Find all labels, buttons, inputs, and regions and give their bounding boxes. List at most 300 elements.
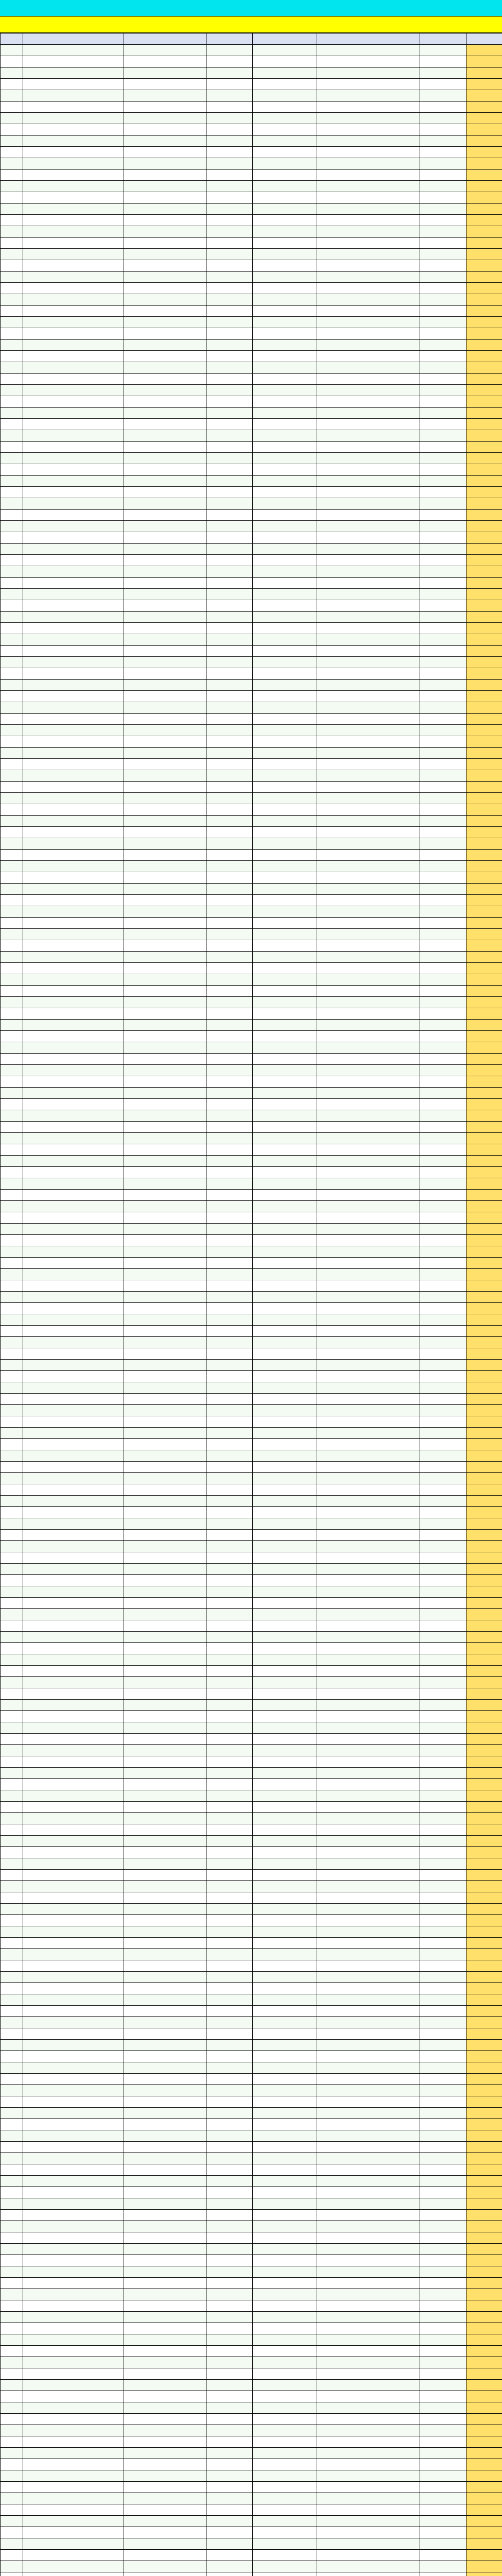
price-cell [466, 2176, 502, 2187]
table-cell [124, 147, 206, 158]
table-cell [124, 2538, 206, 2550]
notice-banner [0, 16, 502, 33]
table-cell [23, 147, 124, 158]
table-cell [420, 1020, 466, 1031]
table-cell [206, 1235, 253, 1246]
table-cell [1, 1382, 23, 1394]
table-cell [253, 1881, 317, 1892]
price-cell [466, 963, 502, 974]
table-cell [1, 476, 23, 487]
table-cell [253, 1450, 317, 1462]
table-row [1, 1008, 502, 1020]
price-cell [466, 1473, 502, 1484]
table-cell [206, 2470, 253, 2482]
table-cell [206, 816, 253, 827]
table-row [1, 1575, 502, 1586]
price-cell [466, 1734, 502, 1745]
table-cell [1, 113, 23, 124]
table-row [1, 2096, 502, 2108]
table-cell [420, 714, 466, 725]
table-cell [124, 1439, 206, 1450]
table-cell [124, 1008, 206, 1020]
table-cell [420, 952, 466, 963]
table-cell [253, 793, 317, 804]
table-row [1, 2323, 502, 2334]
table-cell [206, 1915, 253, 1926]
table-row [1, 850, 502, 861]
table-cell [420, 1405, 466, 1416]
table-cell [206, 2074, 253, 2085]
table-cell [206, 2266, 253, 2278]
table-cell [317, 1847, 420, 1858]
table-cell [253, 2210, 317, 2221]
table-cell [253, 67, 317, 79]
table-cell [253, 804, 317, 816]
price-cell [466, 1598, 502, 1609]
price-cell [466, 555, 502, 566]
price-cell [466, 1802, 502, 1813]
table-cell [253, 2323, 317, 2334]
table-cell [1, 680, 23, 691]
table-cell [420, 1122, 466, 1133]
table-cell [124, 1031, 206, 1042]
table-cell [420, 1541, 466, 1552]
table-cell [23, 101, 124, 113]
table-cell [124, 1201, 206, 1212]
table-cell [317, 1076, 420, 1088]
price-cell [466, 2074, 502, 2085]
table-cell [253, 2176, 317, 2187]
table-cell [1, 986, 23, 997]
table-row [1, 56, 502, 67]
table-row [1, 1802, 502, 1813]
table-cell [124, 2017, 206, 2028]
table-cell [124, 1076, 206, 1088]
table-cell [206, 2232, 253, 2244]
table-cell [1, 192, 23, 204]
table-cell [420, 725, 466, 736]
table-cell [124, 1394, 206, 1405]
table-cell [206, 1994, 253, 2006]
table-cell [124, 997, 206, 1008]
table-cell [124, 2187, 206, 2198]
table-cell [420, 1269, 466, 1280]
table-cell [317, 1348, 420, 1360]
table-cell [23, 1269, 124, 1280]
table-cell [1, 804, 23, 816]
table-row [1, 1235, 502, 1246]
table-cell [420, 1915, 466, 1926]
price-cell [466, 997, 502, 1008]
table-cell [317, 940, 420, 952]
table-cell [317, 2153, 420, 2164]
table-cell [1, 1756, 23, 1768]
table-cell [420, 2210, 466, 2221]
price-cell [466, 385, 502, 396]
table-row [1, 204, 502, 215]
table-cell [253, 600, 317, 612]
table-cell [124, 2028, 206, 2040]
table-cell [1, 2278, 23, 2289]
table-cell [317, 2550, 420, 2561]
table-row [1, 1881, 502, 1892]
table-cell [23, 1598, 124, 1609]
table-cell [317, 1632, 420, 1643]
table-row [1, 2368, 502, 2380]
table-cell [253, 1677, 317, 1688]
table-cell [420, 793, 466, 804]
table-cell [420, 215, 466, 226]
table-cell [1, 612, 23, 623]
table-cell [317, 1484, 420, 1496]
table-cell [206, 1269, 253, 1280]
table-cell [206, 1008, 253, 1020]
table-cell [420, 1790, 466, 1802]
table-cell [206, 521, 253, 532]
table-row [1, 1654, 502, 1666]
table-cell [317, 1983, 420, 1994]
table-cell [253, 135, 317, 147]
table-cell [317, 1654, 420, 1666]
table-cell [420, 1802, 466, 1813]
table-cell [1, 1586, 23, 1598]
table-cell [206, 657, 253, 668]
table-cell [317, 1620, 420, 1632]
table-cell [1, 1983, 23, 1994]
table-cell [317, 646, 420, 657]
table-cell [420, 1586, 466, 1598]
table-cell [253, 850, 317, 861]
table-cell [317, 2493, 420, 2504]
price-cell [466, 158, 502, 170]
table-row [1, 2130, 502, 2142]
table-cell [206, 1258, 253, 1269]
col-header [1, 33, 23, 45]
table-cell [253, 578, 317, 589]
table-row [1, 1711, 502, 1722]
table-cell [206, 2198, 253, 2210]
table-cell [124, 2198, 206, 2210]
price-cell [466, 2436, 502, 2448]
table-cell [253, 1632, 317, 1643]
table-cell [206, 838, 253, 850]
table-cell [206, 1156, 253, 1167]
table-cell [1, 2153, 23, 2164]
table-cell [317, 1779, 420, 1790]
price-cell [466, 1609, 502, 1620]
table-cell [124, 1688, 206, 1700]
table-cell [420, 2380, 466, 2391]
table-cell [1, 340, 23, 351]
table-cell [1, 1473, 23, 1484]
table-cell [317, 1008, 420, 1020]
table-cell [23, 1858, 124, 1870]
table-cell [420, 396, 466, 408]
table-cell [253, 1518, 317, 1530]
table-cell [23, 963, 124, 974]
table-cell [124, 1960, 206, 1972]
table-cell [253, 1836, 317, 1847]
table-cell [1, 2334, 23, 2346]
table-cell [420, 2572, 466, 2576]
table-cell [124, 827, 206, 838]
table-cell [124, 2062, 206, 2074]
table-cell [1, 884, 23, 895]
price-cell [466, 2096, 502, 2108]
table-cell [124, 1360, 206, 1371]
table-cell [420, 328, 466, 340]
table-cell [23, 827, 124, 838]
table-row [1, 1915, 502, 1926]
price-cell [466, 1960, 502, 1972]
table-row [1, 952, 502, 963]
table-cell [317, 657, 420, 668]
table-cell [420, 340, 466, 351]
table-cell [253, 147, 317, 158]
table-cell [1, 1790, 23, 1802]
table-cell [420, 861, 466, 872]
table-cell [23, 2402, 124, 2414]
table-cell [1, 1076, 23, 1088]
table-row [1, 2470, 502, 2482]
table-row [1, 2289, 502, 2300]
table-row [1, 1416, 502, 1428]
table-cell [124, 2504, 206, 2516]
table-cell [1, 90, 23, 101]
table-cell [124, 634, 206, 646]
table-cell [23, 1949, 124, 1960]
price-cell [466, 918, 502, 929]
price-cell [466, 804, 502, 816]
price-cell [466, 2142, 502, 2153]
table-cell [253, 646, 317, 657]
table-row [1, 600, 502, 612]
table-cell [124, 1337, 206, 1348]
table-cell [317, 521, 420, 532]
table-row [1, 1949, 502, 1960]
table-row [1, 215, 502, 226]
table-cell [124, 396, 206, 408]
table-cell [23, 1133, 124, 1144]
table-cell [317, 1258, 420, 1269]
table-row [1, 1496, 502, 1507]
table-cell [317, 1552, 420, 1564]
table-cell [317, 1972, 420, 1983]
table-row [1, 317, 502, 328]
table-cell [124, 464, 206, 476]
table-cell [1, 2448, 23, 2459]
table-cell [206, 702, 253, 714]
table-row [1, 986, 502, 997]
table-cell [124, 1235, 206, 1246]
price-cell [466, 2561, 502, 2572]
table-cell [206, 1314, 253, 1326]
table-cell [317, 1450, 420, 1462]
table-cell [124, 1722, 206, 1734]
table-cell [253, 1473, 317, 1484]
table-cell [253, 45, 317, 56]
price-cell [466, 2448, 502, 2459]
table-cell [1, 158, 23, 170]
table-cell [317, 782, 420, 793]
table-cell [420, 476, 466, 487]
table-row [1, 453, 502, 464]
table-cell [1, 510, 23, 521]
table-cell [206, 1110, 253, 1122]
table-row [1, 351, 502, 362]
table-cell [420, 2357, 466, 2368]
table-cell [206, 2368, 253, 2380]
table-cell [317, 1144, 420, 1156]
table-cell [206, 952, 253, 963]
table-cell [124, 306, 206, 317]
table-cell [253, 113, 317, 124]
table-cell [23, 1382, 124, 1394]
table-cell [1, 249, 23, 260]
table-cell [253, 1960, 317, 1972]
table-row [1, 1813, 502, 1824]
price-cell [466, 623, 502, 634]
price-cell [466, 2289, 502, 2300]
table-cell [253, 974, 317, 986]
table-cell [23, 283, 124, 294]
table-cell [124, 1643, 206, 1654]
table-cell [124, 1088, 206, 1099]
price-cell [466, 79, 502, 90]
table-cell [1, 2096, 23, 2108]
price-cell [466, 2198, 502, 2210]
table-cell [1, 1314, 23, 1326]
table-row [1, 1360, 502, 1371]
table-cell [124, 79, 206, 90]
table-cell [1, 544, 23, 555]
table-cell [206, 2436, 253, 2448]
table-cell [317, 351, 420, 362]
table-row [1, 1065, 502, 1076]
price-cell [466, 498, 502, 510]
table-row [1, 861, 502, 872]
table-row [1, 1666, 502, 1677]
table-cell [206, 725, 253, 736]
table-cell [1, 623, 23, 634]
table-cell [23, 1915, 124, 1926]
table-cell [420, 442, 466, 453]
table-cell [1, 2504, 23, 2516]
table-cell [124, 328, 206, 340]
table-cell [253, 442, 317, 453]
table-cell [124, 453, 206, 464]
table-row [1, 1847, 502, 1858]
table-cell [23, 487, 124, 498]
table-cell [23, 1575, 124, 1586]
table-cell [1, 1915, 23, 1926]
price-cell [466, 408, 502, 419]
table-cell [124, 1756, 206, 1768]
table-cell [420, 1031, 466, 1042]
price-cell [466, 396, 502, 408]
table-cell [206, 1938, 253, 1949]
table-cell [253, 1088, 317, 1099]
table-row [1, 2561, 502, 2572]
table-cell [23, 90, 124, 101]
table-cell [206, 294, 253, 306]
table-cell [23, 1870, 124, 1881]
table-cell [253, 2436, 317, 2448]
table-cell [206, 1858, 253, 1870]
table-cell [23, 2210, 124, 2221]
table-cell [420, 2561, 466, 2572]
table-cell [317, 476, 420, 487]
table-cell [23, 1711, 124, 1722]
table-cell [23, 1428, 124, 1439]
table-cell [206, 2504, 253, 2516]
table-cell [420, 1768, 466, 1779]
table-row [1, 487, 502, 498]
table-cell [23, 192, 124, 204]
table-cell [206, 1847, 253, 1858]
table-row [1, 1167, 502, 1178]
price-cell [466, 1269, 502, 1280]
table-cell [23, 1484, 124, 1496]
table-cell [124, 2255, 206, 2266]
table-cell [23, 2482, 124, 2493]
table-cell [317, 1824, 420, 1836]
table-cell [124, 1496, 206, 1507]
table-row [1, 1745, 502, 1756]
table-cell [23, 736, 124, 748]
listings-table [0, 33, 502, 2576]
table-cell [253, 1224, 317, 1235]
table-cell [253, 476, 317, 487]
table-cell [420, 657, 466, 668]
table-cell [206, 759, 253, 770]
table-cell [23, 2119, 124, 2130]
table-cell [1, 181, 23, 192]
table-cell [124, 838, 206, 850]
table-row [1, 1632, 502, 1643]
table-cell [124, 2221, 206, 2232]
table-cell [317, 827, 420, 838]
price-cell [466, 1484, 502, 1496]
table-row [1, 1824, 502, 1836]
table-cell [253, 2198, 317, 2210]
table-cell [206, 668, 253, 680]
table-cell [253, 566, 317, 578]
table-row [1, 2527, 502, 2538]
table-cell [317, 1042, 420, 1054]
table-cell [206, 532, 253, 544]
price-cell [466, 1303, 502, 1314]
table-cell [253, 1575, 317, 1586]
table-cell [253, 1598, 317, 1609]
table-cell [317, 1292, 420, 1303]
table-cell [124, 1790, 206, 1802]
price-cell [466, 2493, 502, 2504]
table-cell [420, 2244, 466, 2255]
table-cell [23, 1892, 124, 1904]
table-cell [420, 1938, 466, 1949]
table-row [1, 170, 502, 181]
table-cell [317, 2074, 420, 2085]
table-cell [253, 2006, 317, 2017]
table-cell [124, 1405, 206, 1416]
table-cell [420, 2028, 466, 2040]
price-cell [466, 1790, 502, 1802]
table-cell [317, 396, 420, 408]
table-cell [253, 1326, 317, 1337]
price-cell [466, 2108, 502, 2119]
table-cell [206, 260, 253, 272]
